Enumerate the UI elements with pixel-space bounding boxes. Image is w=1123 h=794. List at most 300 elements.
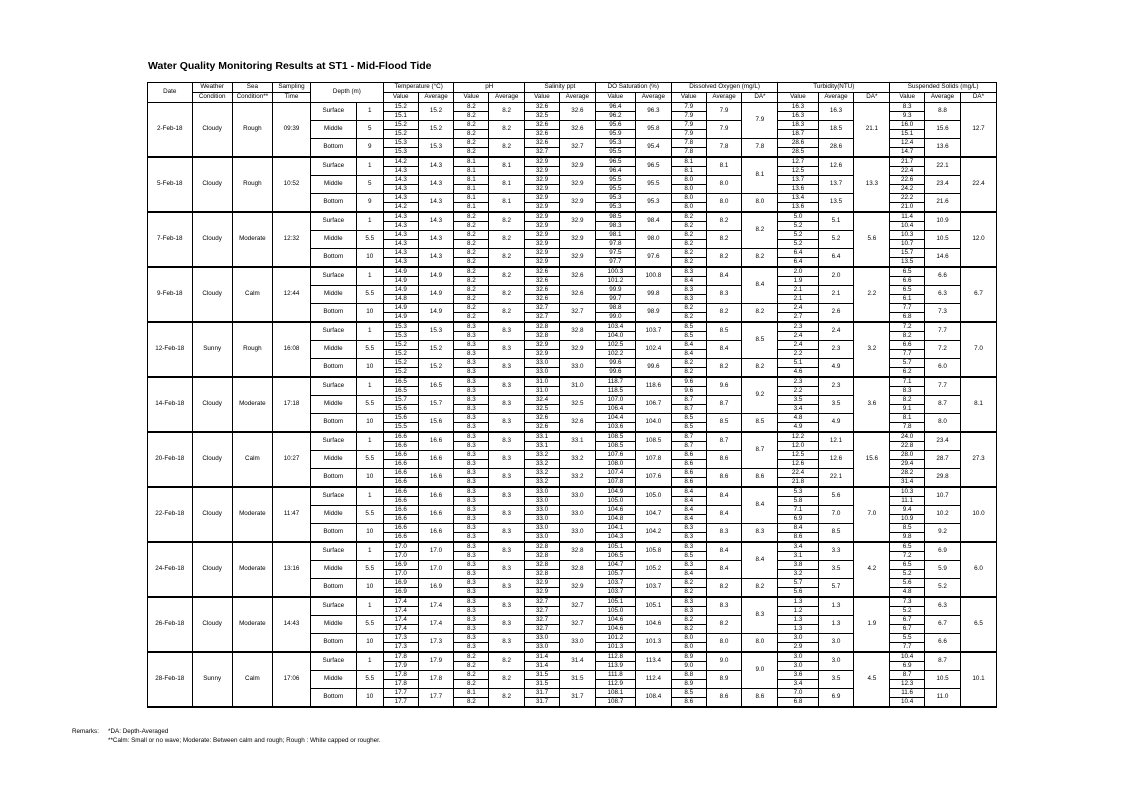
salinity-value: 32.7 bbox=[525, 304, 560, 313]
salinity-value: 32.7 bbox=[525, 597, 560, 607]
do-saturation-value: 107.8 bbox=[595, 478, 635, 488]
turbidity-value: 5.2 bbox=[778, 222, 818, 231]
suspended-solids-value: 8.7 bbox=[890, 671, 925, 680]
suspended-solids-value: 22.8 bbox=[890, 442, 925, 451]
dissolved-oxygen-average: 8.7 bbox=[706, 432, 742, 451]
salinity-value: 32.9 bbox=[525, 240, 560, 249]
salinity-value: 33.0 bbox=[525, 487, 560, 497]
turbidity-value: 2.4 bbox=[778, 341, 818, 350]
suspended-solids-value: 8.3 bbox=[890, 103, 925, 112]
dissolved-oxygen-average: 8.6 bbox=[706, 469, 742, 488]
turbidity-average: 5.6 bbox=[818, 487, 854, 506]
ph-value: 8.3 bbox=[454, 451, 489, 460]
table-row bbox=[148, 322, 997, 332]
dissolved-oxygen-value: 7.8 bbox=[671, 148, 706, 158]
salinity-average: 32.8 bbox=[559, 542, 595, 561]
temperature-value: 15.2 bbox=[383, 341, 418, 350]
salinity-average: 33.0 bbox=[559, 524, 595, 543]
salinity-value: 32.9 bbox=[525, 203, 560, 213]
dissolved-oxygen-average: 7.9 bbox=[706, 103, 742, 121]
suspended-solids-value: 21.0 bbox=[890, 203, 925, 213]
do-saturation-value: 98.3 bbox=[595, 222, 635, 231]
do-saturation-value: 112.8 bbox=[595, 652, 635, 662]
remarks-sea-condition-note: **Calm: Small or no wave; Moderate: Between calm and rough; Rough : White capped or rougher. bbox=[108, 737, 381, 744]
salinity-value: 33.0 bbox=[525, 506, 560, 515]
salinity-value: 32.6 bbox=[525, 414, 560, 423]
subheader-value: Value bbox=[890, 93, 925, 103]
subheader-value: Value bbox=[454, 93, 489, 103]
salinity-value: 31.7 bbox=[525, 689, 560, 698]
salinity-average: 32.7 bbox=[559, 304, 595, 323]
ph-average: 8.2 bbox=[489, 689, 525, 708]
temperature-average: 15.2 bbox=[418, 103, 454, 121]
temperature-average: 17.4 bbox=[418, 597, 454, 616]
turbidity-value: 3.0 bbox=[778, 634, 818, 643]
depth-value-cell: 1 bbox=[356, 157, 383, 176]
salinity-value: 32.9 bbox=[525, 222, 560, 231]
dissolved-oxygen-value: 7.9 bbox=[671, 130, 706, 139]
temperature-average: 17.3 bbox=[418, 634, 454, 653]
suspended-solids-average: 14.6 bbox=[925, 249, 961, 268]
salinity-average: 32.9 bbox=[559, 194, 595, 213]
ph-average: 8.3 bbox=[489, 451, 525, 469]
do-saturation-value: 108.5 bbox=[595, 442, 635, 451]
do-saturation-value: 104.8 bbox=[595, 515, 635, 524]
temperature-value: 16.6 bbox=[383, 469, 418, 478]
suspended-solids-value: 7.1 bbox=[890, 377, 925, 387]
dissolved-oxygen-average: 8.2 bbox=[706, 359, 742, 378]
temperature-value: 15.2 bbox=[383, 103, 418, 112]
turbidity-value: 12.6 bbox=[778, 460, 818, 469]
turbidity-value: 5.2 bbox=[778, 231, 818, 240]
suspended-solids-average: 10.5 bbox=[925, 671, 961, 689]
do-saturation-average: 108.4 bbox=[635, 689, 671, 708]
suspended-solids-value: 6.9 bbox=[890, 662, 925, 671]
date-cell: 20-Feb-18 bbox=[148, 432, 193, 487]
dissolved-oxygen-da-bottom: 8.3 bbox=[742, 524, 778, 543]
dissolved-oxygen-average: 8.9 bbox=[706, 671, 742, 689]
suspended-solids-average: 22.1 bbox=[925, 157, 961, 176]
ph-value: 8.2 bbox=[454, 277, 489, 286]
dissolved-oxygen-da-surface-middle: 8.4 bbox=[742, 487, 778, 524]
turbidity-value: 3.4 bbox=[778, 542, 818, 552]
temperature-value: 16.6 bbox=[383, 442, 418, 451]
suspended-solids-average: 6.9 bbox=[925, 542, 961, 561]
salinity-average: 33.0 bbox=[559, 359, 595, 378]
turbidity-average: 3.0 bbox=[818, 634, 854, 653]
turbidity-value: 5.3 bbox=[778, 487, 818, 497]
temperature-value: 15.2 bbox=[383, 121, 418, 130]
suspended-solids-average: 7.7 bbox=[925, 377, 961, 396]
salinity-average: 32.6 bbox=[559, 414, 595, 433]
sea-condition-cell: Rough bbox=[232, 322, 272, 377]
dissolved-oxygen-da-bottom: 8.2 bbox=[742, 304, 778, 323]
remarks-label: Remarks: bbox=[72, 728, 99, 735]
depth-level-cell: Surface bbox=[311, 652, 357, 671]
header-temperature: Temperature (°C) bbox=[383, 83, 454, 93]
turbidity-value: 12.2 bbox=[778, 432, 818, 442]
suspended-solids-value: 31.4 bbox=[890, 478, 925, 488]
header-depth: Depth (m) bbox=[311, 83, 384, 103]
table-row bbox=[148, 377, 997, 387]
temperature-value: 14.3 bbox=[383, 176, 418, 185]
temperature-average: 17.0 bbox=[418, 542, 454, 561]
ph-average: 8.2 bbox=[489, 103, 525, 121]
turbidity-average: 2.0 bbox=[818, 267, 854, 286]
salinity-average: 32.9 bbox=[559, 176, 595, 194]
suspended-solids-da: 6.0 bbox=[960, 542, 996, 597]
temperature-average: 14.3 bbox=[418, 176, 454, 194]
suspended-solids-average: 10.5 bbox=[925, 231, 961, 249]
subheader-value: Value bbox=[383, 93, 418, 103]
dissolved-oxygen-value: 8.6 bbox=[671, 451, 706, 460]
do-saturation-value: 101.2 bbox=[595, 634, 635, 643]
suspended-solids-average: 13.6 bbox=[925, 139, 961, 158]
date-cell: 14-Feb-18 bbox=[148, 377, 193, 432]
suspended-solids-value: 7.3 bbox=[890, 597, 925, 607]
ph-value: 8.3 bbox=[454, 341, 489, 350]
turbidity-value: 21.8 bbox=[778, 478, 818, 488]
suspended-solids-value: 24.2 bbox=[890, 185, 925, 194]
temperature-value: 16.9 bbox=[383, 579, 418, 588]
suspended-solids-average: 6.3 bbox=[925, 286, 961, 304]
ph-value: 8.3 bbox=[454, 478, 489, 488]
turbidity-average: 2.4 bbox=[818, 322, 854, 341]
ph-value: 8.3 bbox=[454, 579, 489, 588]
temperature-value: 14.3 bbox=[383, 167, 418, 176]
ph-value: 8.3 bbox=[454, 588, 489, 598]
turbidity-average: 8.5 bbox=[818, 524, 854, 543]
turbidity-average: 2.3 bbox=[818, 341, 854, 359]
turbidity-value: 1.3 bbox=[778, 625, 818, 634]
depth-level-cell: Middle bbox=[311, 121, 357, 139]
date-cell: 5-Feb-18 bbox=[148, 157, 193, 212]
salinity-value: 32.4 bbox=[525, 396, 560, 405]
dissolved-oxygen-value: 8.9 bbox=[671, 680, 706, 689]
dissolved-oxygen-value: 8.2 bbox=[671, 588, 706, 598]
depth-value-cell: 1 bbox=[356, 542, 383, 561]
ph-value: 8.3 bbox=[454, 597, 489, 607]
suspended-solids-value: 6.5 bbox=[890, 267, 925, 277]
do-saturation-value: 95.3 bbox=[595, 203, 635, 213]
suspended-solids-value: 22.6 bbox=[890, 176, 925, 185]
dissolved-oxygen-value: 9.6 bbox=[671, 387, 706, 396]
salinity-average: 31.7 bbox=[559, 689, 595, 708]
table-row bbox=[148, 432, 997, 442]
do-saturation-average: 98.9 bbox=[635, 304, 671, 323]
turbidity-value: 3.6 bbox=[778, 671, 818, 680]
dissolved-oxygen-average: 8.5 bbox=[706, 414, 742, 433]
temperature-value: 17.7 bbox=[383, 698, 418, 708]
ph-average: 8.3 bbox=[489, 524, 525, 543]
dissolved-oxygen-da-bottom: 8.6 bbox=[742, 469, 778, 488]
temperature-average: 15.3 bbox=[418, 139, 454, 158]
dissolved-oxygen-value: 7.9 bbox=[671, 121, 706, 130]
depth-level-cell: Middle bbox=[311, 561, 357, 579]
dissolved-oxygen-da-bottom: 8.2 bbox=[742, 249, 778, 268]
turbidity-average: 7.0 bbox=[818, 506, 854, 524]
turbidity-da: 3.6 bbox=[854, 377, 890, 432]
temperature-value: 17.0 bbox=[383, 570, 418, 579]
ph-value: 8.2 bbox=[454, 148, 489, 158]
dissolved-oxygen-value: 8.0 bbox=[671, 634, 706, 643]
suspended-solids-value: 8.5 bbox=[890, 524, 925, 533]
dissolved-oxygen-value: 8.3 bbox=[671, 295, 706, 304]
depth-value-cell: 1 bbox=[356, 377, 383, 396]
do-saturation-average: 108.5 bbox=[635, 432, 671, 451]
suspended-solids-value: 13.5 bbox=[890, 258, 925, 268]
temperature-value: 17.9 bbox=[383, 662, 418, 671]
turbidity-average: 3.0 bbox=[818, 652, 854, 671]
suspended-solids-value: 5.2 bbox=[890, 607, 925, 616]
weather-cell: Sunny bbox=[192, 652, 232, 707]
salinity-value: 32.9 bbox=[525, 341, 560, 350]
depth-value-cell: 10 bbox=[356, 524, 383, 543]
do-saturation-value: 104.6 bbox=[595, 625, 635, 634]
suspended-solids-value: 6.5 bbox=[890, 561, 925, 570]
temperature-average: 16.6 bbox=[418, 432, 454, 451]
salinity-value: 33.2 bbox=[525, 451, 560, 460]
suspended-solids-value: 15.7 bbox=[890, 249, 925, 258]
ph-value: 8.2 bbox=[454, 680, 489, 689]
turbidity-da: 3.2 bbox=[854, 322, 890, 377]
do-saturation-average: 99.8 bbox=[635, 286, 671, 304]
do-saturation-average: 95.5 bbox=[635, 176, 671, 194]
turbidity-average: 5.2 bbox=[818, 231, 854, 249]
dissolved-oxygen-value: 8.2 bbox=[671, 579, 706, 588]
do-saturation-value: 95.5 bbox=[595, 185, 635, 194]
temperature-average: 17.7 bbox=[418, 689, 454, 708]
depth-level-cell: Surface bbox=[311, 487, 357, 506]
dissolved-oxygen-value: 8.7 bbox=[671, 396, 706, 405]
do-saturation-average: 106.7 bbox=[635, 396, 671, 414]
turbidity-value: 13.6 bbox=[778, 203, 818, 213]
do-saturation-value: 98.1 bbox=[595, 231, 635, 240]
salinity-average: 32.9 bbox=[559, 212, 595, 231]
turbidity-value: 8.6 bbox=[778, 533, 818, 543]
do-saturation-value: 103.7 bbox=[595, 588, 635, 598]
suspended-solids-average: 8.0 bbox=[925, 414, 961, 433]
turbidity-value: 12.0 bbox=[778, 442, 818, 451]
ph-value: 8.1 bbox=[454, 167, 489, 176]
depth-level-cell: Surface bbox=[311, 157, 357, 176]
temperature-value: 17.7 bbox=[383, 689, 418, 698]
do-saturation-average: 98.4 bbox=[635, 212, 671, 231]
dissolved-oxygen-value: 8.5 bbox=[671, 332, 706, 341]
turbidity-average: 2.1 bbox=[818, 286, 854, 304]
salinity-average: 33.0 bbox=[559, 634, 595, 653]
salinity-average: 32.6 bbox=[559, 286, 595, 304]
turbidity-average: 13.5 bbox=[818, 194, 854, 213]
temperature-value: 15.6 bbox=[383, 414, 418, 423]
turbidity-value: 2.7 bbox=[778, 313, 818, 323]
dissolved-oxygen-average: 8.2 bbox=[706, 212, 742, 231]
dissolved-oxygen-value: 8.5 bbox=[671, 423, 706, 433]
ph-value: 8.3 bbox=[454, 460, 489, 469]
salinity-value: 31.5 bbox=[525, 671, 560, 680]
ph-value: 8.2 bbox=[454, 212, 489, 222]
temperature-value: 15.3 bbox=[383, 139, 418, 148]
temperature-value: 16.6 bbox=[383, 524, 418, 533]
ph-value: 8.2 bbox=[454, 103, 489, 112]
depth-value-cell: 5 bbox=[356, 121, 383, 139]
salinity-value: 32.6 bbox=[525, 121, 560, 130]
dissolved-oxygen-value: 8.4 bbox=[671, 515, 706, 524]
ph-average: 8.3 bbox=[489, 597, 525, 616]
water-quality-table bbox=[147, 82, 997, 708]
dissolved-oxygen-value: 7.9 bbox=[671, 103, 706, 112]
dissolved-oxygen-average: 8.7 bbox=[706, 396, 742, 414]
header-weather-condition: Condition bbox=[192, 93, 232, 103]
depth-level-cell: Middle bbox=[311, 396, 357, 414]
temperature-average: 14.3 bbox=[418, 157, 454, 176]
salinity-average: 32.7 bbox=[559, 616, 595, 634]
do-saturation-value: 108.1 bbox=[595, 689, 635, 698]
sampling-time-cell: 12:44 bbox=[272, 267, 310, 322]
do-saturation-value: 99.6 bbox=[595, 359, 635, 368]
do-saturation-value: 97.5 bbox=[595, 249, 635, 258]
date-cell: 28-Feb-18 bbox=[148, 652, 193, 707]
turbidity-value: 8.4 bbox=[778, 524, 818, 533]
salinity-value: 32.9 bbox=[525, 231, 560, 240]
dissolved-oxygen-da-surface-middle: 9.0 bbox=[742, 652, 778, 689]
suspended-solids-value: 8.2 bbox=[890, 396, 925, 405]
ph-average: 8.3 bbox=[489, 359, 525, 378]
dissolved-oxygen-average: 8.4 bbox=[706, 561, 742, 579]
suspended-solids-average: 6.3 bbox=[925, 597, 961, 616]
dissolved-oxygen-da-bottom: 8.5 bbox=[742, 414, 778, 433]
ph-value: 8.2 bbox=[454, 258, 489, 268]
salinity-average: 32.7 bbox=[559, 597, 595, 616]
turbidity-average: 6.4 bbox=[818, 249, 854, 268]
temperature-value: 15.2 bbox=[383, 368, 418, 378]
turbidity-value: 2.2 bbox=[778, 350, 818, 359]
dissolved-oxygen-value: 8.4 bbox=[671, 350, 706, 359]
dissolved-oxygen-average: 8.0 bbox=[706, 634, 742, 653]
dissolved-oxygen-value: 8.0 bbox=[671, 176, 706, 185]
do-saturation-value: 100.3 bbox=[595, 267, 635, 277]
temperature-average: 15.2 bbox=[418, 359, 454, 378]
ph-average: 8.2 bbox=[489, 652, 525, 671]
suspended-solids-value: 7.8 bbox=[890, 423, 925, 433]
temperature-value: 16.6 bbox=[383, 460, 418, 469]
turbidity-average: 1.3 bbox=[818, 616, 854, 634]
salinity-value: 32.6 bbox=[525, 423, 560, 433]
depth-value-cell: 9 bbox=[356, 194, 383, 213]
depth-value-cell: 1 bbox=[356, 652, 383, 671]
dissolved-oxygen-value: 8.4 bbox=[671, 497, 706, 506]
temperature-value: 14.3 bbox=[383, 222, 418, 231]
depth-value-cell: 10 bbox=[356, 579, 383, 598]
suspended-solids-average: 6.6 bbox=[925, 267, 961, 286]
depth-level-cell: Middle bbox=[311, 176, 357, 194]
suspended-solids-value: 6.2 bbox=[890, 368, 925, 378]
ph-value: 8.3 bbox=[454, 423, 489, 433]
subheader-value: Value bbox=[525, 93, 560, 103]
ph-average: 8.1 bbox=[489, 194, 525, 213]
do-saturation-average: 105.8 bbox=[635, 542, 671, 561]
suspended-solids-value: 6.6 bbox=[890, 277, 925, 286]
turbidity-value: 3.5 bbox=[778, 396, 818, 405]
depth-level-cell: Middle bbox=[311, 506, 357, 524]
turbidity-value: 13.6 bbox=[778, 185, 818, 194]
suspended-solids-value: 10.4 bbox=[890, 222, 925, 231]
temperature-value: 15.1 bbox=[383, 112, 418, 121]
suspended-solids-value: 14.7 bbox=[890, 148, 925, 158]
do-saturation-value: 104.1 bbox=[595, 524, 635, 533]
temperature-value: 14.9 bbox=[383, 313, 418, 323]
ph-value: 8.3 bbox=[454, 524, 489, 533]
ph-value: 8.2 bbox=[454, 304, 489, 313]
dissolved-oxygen-average: 8.2 bbox=[706, 231, 742, 249]
dissolved-oxygen-average: 8.3 bbox=[706, 286, 742, 304]
ph-average: 8.2 bbox=[489, 121, 525, 139]
salinity-value: 32.7 bbox=[525, 148, 560, 158]
subheader-average: Average bbox=[818, 93, 854, 103]
temperature-average: 15.7 bbox=[418, 396, 454, 414]
temperature-value: 17.3 bbox=[383, 643, 418, 653]
temperature-average: 16.6 bbox=[418, 469, 454, 488]
temperature-value: 14.3 bbox=[383, 231, 418, 240]
suspended-solids-value: 12.4 bbox=[890, 139, 925, 148]
ph-average: 8.3 bbox=[489, 396, 525, 414]
suspended-solids-value: 11.6 bbox=[890, 689, 925, 698]
salinity-value: 33.0 bbox=[525, 634, 560, 643]
dissolved-oxygen-average: 8.0 bbox=[706, 176, 742, 194]
temperature-average: 17.8 bbox=[418, 671, 454, 689]
temperature-value: 14.3 bbox=[383, 249, 418, 258]
suspended-solids-average: 11.0 bbox=[925, 689, 961, 708]
dissolved-oxygen-value: 8.3 bbox=[671, 607, 706, 616]
weather-cell: Cloudy bbox=[192, 267, 232, 322]
temperature-value: 16.5 bbox=[383, 387, 418, 396]
temperature-value: 15.7 bbox=[383, 396, 418, 405]
temperature-value: 16.6 bbox=[383, 497, 418, 506]
table-row bbox=[148, 212, 997, 222]
suspended-solids-value: 7.7 bbox=[890, 304, 925, 313]
do-saturation-value: 107.6 bbox=[595, 451, 635, 460]
depth-value-cell: 5.5 bbox=[356, 616, 383, 634]
do-saturation-value: 105.1 bbox=[595, 597, 635, 607]
dissolved-oxygen-da-surface-middle: 8.4 bbox=[742, 542, 778, 579]
depth-level-cell: Bottom bbox=[311, 579, 357, 598]
ph-average: 8.3 bbox=[489, 506, 525, 524]
ph-value: 8.3 bbox=[454, 396, 489, 405]
dissolved-oxygen-da-surface-middle: 8.7 bbox=[742, 432, 778, 469]
date-cell: 2-Feb-18 bbox=[148, 103, 193, 158]
weather-cell: Cloudy bbox=[192, 377, 232, 432]
ph-value: 8.2 bbox=[454, 286, 489, 295]
turbidity-value: 12.5 bbox=[778, 167, 818, 176]
header-sampling: Sampling bbox=[272, 83, 310, 93]
dissolved-oxygen-average: 9.6 bbox=[706, 377, 742, 396]
turbidity-average: 16.3 bbox=[818, 103, 854, 121]
suspended-solids-value: 16.0 bbox=[890, 121, 925, 130]
header-sea: Sea bbox=[232, 83, 272, 93]
salinity-value: 32.9 bbox=[525, 212, 560, 222]
turbidity-value: 3.0 bbox=[778, 652, 818, 662]
turbidity-value: 5.6 bbox=[778, 588, 818, 598]
do-saturation-value: 118.7 bbox=[595, 377, 635, 387]
turbidity-value: 2.4 bbox=[778, 304, 818, 313]
suspended-solids-value: 10.3 bbox=[890, 487, 925, 497]
dissolved-oxygen-value: 8.8 bbox=[671, 671, 706, 680]
header-sampling-time: Time bbox=[272, 93, 310, 103]
turbidity-value: 3.2 bbox=[778, 570, 818, 579]
table-row bbox=[148, 652, 997, 662]
turbidity-average: 12.6 bbox=[818, 451, 854, 469]
dissolved-oxygen-average: 8.4 bbox=[706, 506, 742, 524]
